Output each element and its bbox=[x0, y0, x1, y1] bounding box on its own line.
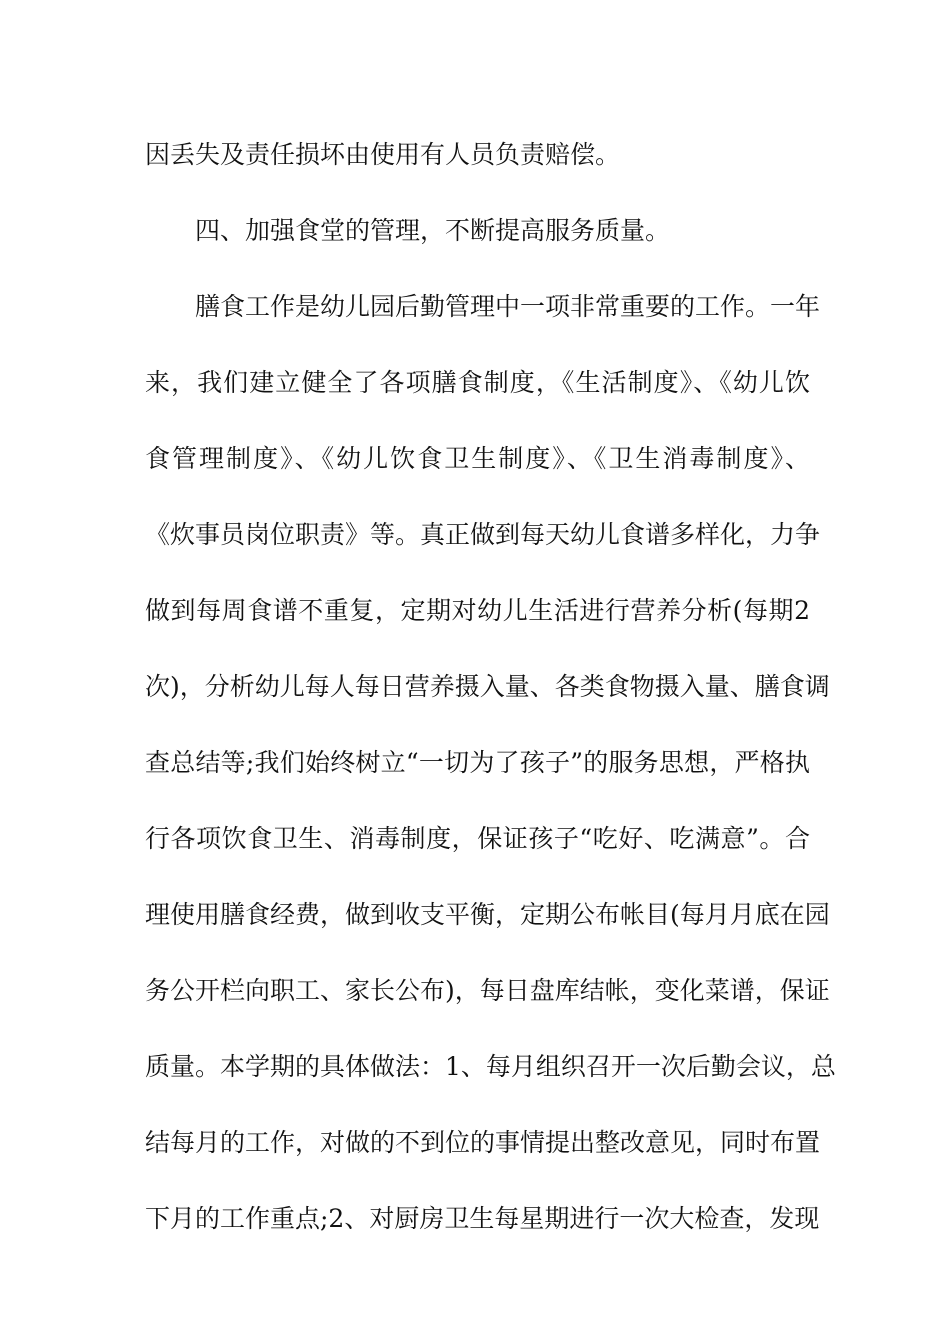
text-line: 理使用膳食经费，做到收支平衡，定期公布帐目(每月月底在园 bbox=[145, 900, 830, 929]
text-line: 来，我们建立健全了各项膳食制度，《生活制度》、《幼儿饮 bbox=[145, 368, 810, 397]
text-line: 次)，分析幼儿每人每日营养摄入量、各类食物摄入量、膳食调 bbox=[145, 672, 830, 701]
text-line: 《炊事员岗位职责》等。真正做到每天幼儿食谱多样化，力争 bbox=[145, 520, 821, 549]
text-line: 务公开栏向职工、家长公布)，每日盘库结帐，变化菜谱，保证 bbox=[145, 976, 830, 1005]
text-line: 查总结等;我们始终树立“一切为了孩子”的服务思想，严格执 bbox=[145, 748, 810, 777]
text-line: 行各项饮食卫生、消毒制度，保证孩子“吃好、吃满意”。合 bbox=[145, 824, 810, 853]
text-line: 膳食工作是幼儿园后勤管理中一项非常重要的工作。一年 bbox=[195, 292, 821, 321]
text-line: 食管理制度》、《幼儿饮食卫生制度》、《卫生消毒制度》、 bbox=[145, 444, 810, 473]
text-line: 结每月的工作，对做的不到位的事情提出整改意见，同时布置 bbox=[145, 1128, 821, 1157]
document-body bbox=[145, 127, 836, 1267]
section-heading: 四、加强食堂的管理，不断提高服务质量。 bbox=[195, 216, 671, 245]
text-line: 做到每周食谱不重复，定期对幼儿生活进行营养分析(每期2 bbox=[145, 596, 810, 625]
text-line: 质量。本学期的具体做法：1、每月组织召开一次后勤会议，总 bbox=[145, 1052, 836, 1081]
text-line: 下月的工作重点;2、对厨房卫生每星期进行一次大检查，发现 bbox=[145, 1204, 820, 1233]
text-line: 因丢失及责任损坏由使用有人员负责赔偿。 bbox=[145, 140, 621, 169]
